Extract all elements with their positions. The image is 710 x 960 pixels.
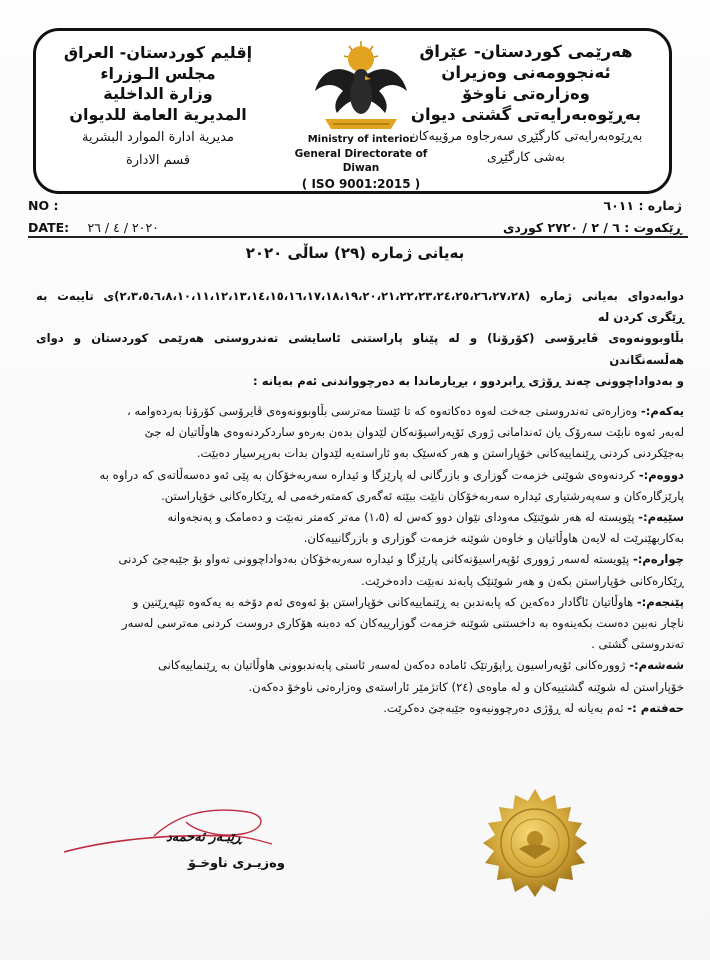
kurdish-date-value: ٦ / ٢ / ٢٧٢٠ کوردی <box>502 220 620 235</box>
item-3-line: سێیەم:- پێویستە لە هەر شوێنێک مەودای نێوان دوو کەس لە (١،٥) مەتر کەمتر نەبێت و دەمامک و پەنجەوانە <box>167 510 684 525</box>
date-label: DATE: <box>28 220 70 235</box>
kurdish-date-label: ڕێکەوت : <box>624 220 682 235</box>
kurdish-header-line5: بەڕێوەبەرایەتی کارگێڕی سەرجاوە مرۆییەکان <box>409 128 643 143</box>
kurdish-header-line3: وەزارەتی ناوخۆ <box>462 84 590 103</box>
item-2-line: پارێزگارەکان و سەپەرشتیاری ئیدارە سەربەخۆکان نابێت ببێتە ئەگەری کەمتەرخەمی لە ڕێکارەکانی خۆپاراستن. <box>161 488 684 503</box>
signatory-title: وەزیـری ناوخـۆ <box>188 856 285 871</box>
arabic-header-line6: قسم الادارة <box>125 153 191 168</box>
kurdish-header-line2: ئەنجوومەنی وەزیران <box>441 63 611 82</box>
item-1-line: لەبەر ئەوە نابێت سەرۆک یان ئەندامانی ژوری ئۆپەراسیۆنەکان لێدوان بدەن بەرەو ساردکردنەوەی هاوڵاتیان لە جێ <box>144 425 684 440</box>
letterhead-emblem-block <box>276 39 446 193</box>
statement-body <box>36 286 684 719</box>
date-value: ٢٠٢٠ / ٤ / ٢٦ <box>87 220 159 235</box>
intro-line: دوابەدوای بەیانی ژمارە (٢،٣،٥،٦،٨،١٠،١١،١٢،١٣،١٤،١٥،١٦،١٧،١٨،١٩،٢٠،٢١،٢٢،٢٣،٢٤،٢٥،٢٦،٢٧،٢٨)ی تایبەت بە ڕێگری کردن لە <box>36 289 684 325</box>
item-5-line: ناچار نەبین دەست بکەینەوە بە داخستنی شوێنە خزمەت گوزارییەکان کە دەبنە هۆکاری دروست کردنی مەترسی لەسەر <box>122 616 684 631</box>
intro-line: و بەدواداچوونی چەند ڕۆژی ڕابردوو ، بڕیارماندا بە دەرچوواندنی ئەم بەیانە : <box>253 373 684 388</box>
item-7-line: حەفتەم :- ئەم بەیانە لە ڕۆژی دەرچوونیەوە جێبەجێ دەکرێت. <box>383 700 684 715</box>
directorate-name-english: General Directorate of Diwan <box>294 148 428 174</box>
number-field <box>604 198 682 213</box>
item-2-line: دووەم:- کردنەوەی شوێنی خزمەت گوزاری و بازرگانی لە پارێزگا و ئیدارە سەربەخۆکان بە پێی ئەو دەسەڵاتەی کە دراوە بە <box>99 467 684 482</box>
signatory-name: ڕێبـەر ئەحمەد <box>166 830 242 845</box>
kurdish-header-line6: بەشی کارگێڕی <box>487 149 565 164</box>
iso-certification: ( ISO 9001:2015 ) <box>301 177 421 191</box>
item-6-line: خۆپاراستن لە شوێنە گشتییەکان و لە ماوەی (٢٤) کاتژمێر ئاراستەی وەزارەتی ناوخۆ دەکەن. <box>248 679 684 694</box>
arabic-header <box>58 43 258 171</box>
item-3-line: بەکاربهێنرێت لە لایەن هاوڵاتیان و خاوەن شوێنە خزمەت گوزاری و بازرگانییەکان. <box>303 531 684 546</box>
arabic-header-line5: مديرية ادارة الموارد البشرية <box>81 130 234 145</box>
arabic-header-line1: إقليم كوردستان- العراق <box>63 43 253 62</box>
gold-seal-icon <box>475 787 595 907</box>
kurdish-header-line1: هەرێمی کوردستان- عێراق <box>419 42 633 61</box>
item-5-line: تەندروستی گشتی . <box>591 637 684 652</box>
signature-block <box>58 800 288 890</box>
item-4-line: چوارەم:- پێویستە لەسەر ژووری ئۆپەراسیۆنەکانی پارێزگا و ئیدارە سەربەخۆکان بەدواداچوونی تەواو بۆ جێبەجێ کردنی <box>118 552 684 567</box>
number-label: ژمارە : <box>638 198 682 213</box>
item-7-ordinal: حەفتەم :- <box>627 700 684 715</box>
number-value: ٦٠١١ <box>603 198 635 213</box>
statement-title: بەیانی ژمارە (٢٩) ساڵی ٢٠٢٠ <box>245 244 465 262</box>
item-1-line: یەکەم:- وەزارەتی تەندروستی جەخت لەوە دەکاتەوە کە تا ئێستا مەترسی بڵاوبوونەوەی ڤایرۆسی کۆرۆنا بەردەوامە ، <box>127 404 684 419</box>
ministry-name-english: Ministry of interior <box>307 134 415 145</box>
no-label: NO : <box>28 198 59 213</box>
item-1-line: بەجێکردنی کردنی ڕێنماییەکانی خۆپاراستن و هەر کەسێک بەو ئاراستەیە لێدوان بدات بەرپرسیار دەبێت. <box>196 446 684 461</box>
item-3-ordinal: سێیەم:- <box>638 510 684 525</box>
item-6-ordinal: شەشەم:- <box>629 658 684 673</box>
letterhead <box>33 28 672 194</box>
item-6-line: شەشەم:- ژوورەکانی ئۆپەراسیون ڕاپۆرتێک ئامادە دەکەن لەسەر ئاستی پابەندبوونی هاوڵاتیان بە ڕێنماییەکانی <box>158 658 684 673</box>
item-4-ordinal: چوارەم:- <box>632 552 684 567</box>
arabic-header-line3: وزارة الداخلية <box>103 84 213 103</box>
item-1-ordinal: یەکەم:- <box>640 404 684 419</box>
item-4-line: ڕێکارەکانی خۆپاراستن بکەن و هەر شوێنێک پابەند نەبێت دادەخرێت. <box>361 573 684 588</box>
kurdistan-eagle-emblem-icon <box>311 39 411 133</box>
item-5-ordinal: پێنجەم:- <box>636 594 684 609</box>
header-divider <box>28 236 688 238</box>
item-2-ordinal: دووەم:- <box>638 467 684 482</box>
kurdish-date-field <box>503 220 682 235</box>
intro-line: بڵاوبوونەوەی ڤایرۆسی (کۆرۆنا) و لە پێناو پاراستنی ئاسایشی تەندروستی هەرێمی کوردستان و دوای هەڵسەنگاندن <box>36 331 684 367</box>
date-field <box>28 220 159 235</box>
arabic-header-line2: مجلس الـوزراء <box>100 63 216 83</box>
kurdish-header-line4: بەڕێوەبەرایەتی گشتی دیوان <box>410 105 642 124</box>
arabic-header-line4: المديرية العامة للديوان <box>69 104 247 124</box>
item-5-line: پێنجەم:- هاوڵاتیان ئاگادار دەکەین کە پابەندبن بە ڕێنماییەکانی خۆپاراستن بۆ ئەوەی ئەم دۆخە بە یەکەوە تێپەڕێنین و <box>132 594 684 609</box>
